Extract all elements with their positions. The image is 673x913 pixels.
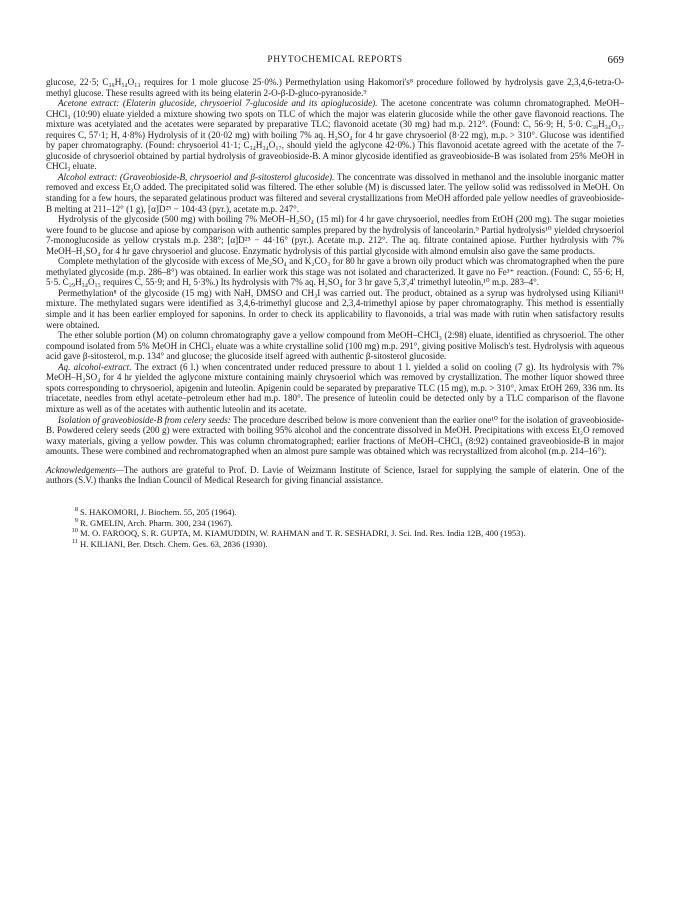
footnote-text: S. HAKOMORI, J. Biochem. 55, 205 (1964). [80,506,237,517]
footnote [60,528,624,539]
paragraph-text: Permethylation⁸ of the glycoside (15 mg) with NaH, DMSO and CH₃I was carried out. The product, obtained as a syrup was hydrolysed using Kiliani¹¹ mixture. The methylated sugars were identified as 3,4,6-trimethyl glucose and 2,3,4-trimethyl apiose by paper chromatography. This method is essentially simple and it has been earlier employed for saponins. In order to check its applicability to flavonoids, a trial was made with rutin when satisfactory results were obtained. [46,287,624,330]
section-lead: Isolation of graveobioside-B from celery seeds: [58,414,231,425]
acknowledgements-lead: Acknowledgements— [46,464,124,475]
footnote-number: 10 [71,527,78,535]
paragraph-text: The ether soluble portion (M) on column chromatography gave a yellow compound from MeOH–CHCl₃ (2:98) eluate, identified as chrysoeriol. The other compound isolated from 5% MeOH in CHCl₃ eluate was a white crystalline solid (100 mg) m.p. 291°, giving positive Molisch's test. Hydrolysis with aqueous acid gave β-sitosterol, m.p. 134° and glucose; the glucoside itself agreed with authentic β-sitosterol glucoside. [46,330,624,362]
acknowledgements [46,465,624,486]
paragraph-isolation [46,415,624,457]
paragraph-text: The extract (6 l.) when concentrated under reduced pressure to about 1 l. yielded a solid on cooling (7 g). Its hydrolysis with 7% MeOH–H₂SO₄ for 4 hr yielded the aglycone mixture containing mainly chrysoeriol which was removed by crystallization. The mother liquor showed three spots corresponding to chrysoeriol, apigenin and luteolin. Apigenin could be separated by preparative TLC (15 mg), m.p. > 310°, λmax EtOH 269, 336 nm. Its triacetate, needles from ethyl acetate–petroleum ether had m.p. 180°. The presence of luteolin could be detected only by a TLC comparison of the flavone mixture as well as of the acetates with authentic luteolin and its acetate. [46,361,624,414]
paragraph-text: Hydrolysis of the glycoside (500 mg) with boiling 7% MeOH–H₂SO₄ (15 ml) for 4 hr gave chrysoeriol, needles from EtOH (200 mg). The sugar moieties were found to be glucose and apiose by comparison with authentic samples prepared by the hydrolysis of lanceolarin.⁹ Partial hydrolysis¹⁰ yielded chrysoeriol 7-monoglucoside as yellow crystals m.p. 238°; [α]D²⁵ − 44·16° (pyr.). Acetate m.p. 212°. The aq. filtrate contained apiose. Further hydrolysis with 7% MeOH–H₂SO₄ for 4 hr gave chrysoeriol and glucose. Enzymatic hydrolysis of this partial glycoside with almond emulsin also gave the same products. [46,214,624,256]
footnote [60,518,624,529]
section-lead: Acetone extract: (Elaterin glucoside, chrysoeriol 7-glucoside and its apioglucoside). [58,98,378,109]
footnotes [46,507,624,550]
page-header [46,54,624,70]
footnote-number: 8 [74,505,78,513]
paragraph-permethylation [46,288,624,330]
paragraph-text: glucose, 22·5; C₃₈H₅₄O₁₃ requires for 1 mole glucose 25·0%.) Permethylation using Hakomori's⁸ procedure followed by hydrolysis gave 2,3,4,6-tetra-O-methyl glucose. These results agreed with its being elaterin 2-O-β-D-gluco-pyranoside.⁹ [46,77,624,98]
section-lead: Alcohol extract: (Graveobioside-B, chrysoeriol and β-sitosterol glucoside). [58,171,335,182]
footnote-text: M. O. FAROOQ, S. R. GUPTA, M. KIAMUDDIN, W. RAHMAN and T. R. SESHADRI, J. Sci. Ind. Res. India 12B, 400 (1953). [80,528,526,539]
footnote [60,507,624,518]
section-lead: Aq. alcohol-extract. [58,361,132,372]
paragraph-glucose-analysis [46,77,624,98]
acknowledgements-text: The authors are grateful to Prof. D. Lavie of Weizmann Institute of Science, Israel for supplying the sample of elaterin. One of the authors (S.V.) thanks the Indian Council of Medical Research for giving financial assistance. [46,464,624,486]
paragraph-text: The concentrate was dissolved in methanol and the insoluble inorganic matter removed and excess Et₂O added. The precipitated solid was filtered. The ether soluble (M) is discussed later. The yellow solid was redissolved in MeOH. On standing for a few hours, the separated gelatinous product was filtered and several crystallizations from MeOH afforded pale yellow needles of graveobioside-B melting at 211–12° (1 g), [α]D²⁵ − 104·43 (pyr.), acetate m.p. 247°. [46,171,624,214]
footnote-text: H. KILIANI, Ber. Dtsch. Chem. Ges. 63, 2836 (1930). [80,539,268,550]
paragraph-alcohol-extract [46,172,624,214]
paragraph-text: Complete methylation of the glycoside with excess of Me₂SO₄ and K₂CO₃ for 80 hr gave a brown oily product which was chromatographed when the pure methylated glycoside (m.p. 286–8°) was obtained. In earlier work this stage was not isolated and characterized. It gave no Fe³⁺ reaction. (Found: C, 55·6; H, 5·5. C₂₉H₃₄O₁₅ requires C, 55·9; and H, 5·3%.) Its hydrolysis with 7% aq. H₂SO₄ for 3 hr gave 5,3',4' trimethyl luteolin,¹⁰ m.p. 283–4°. [46,256,624,288]
page-number: 669 [607,54,624,66]
footnote-text: R. GMELIN, Arch. Pharm. 300, 234 (1967). [80,517,233,528]
footnote-number: 9 [74,516,78,524]
footnote-number: 11 [71,538,78,546]
paragraph-text: The procedure described below is more convenient than the earlier one¹⁰ for the isolation of graveobioside-B. Powdered celery seeds (200 g) were extracted with boiling 95% alcohol and the concentrate dissolved in MeOH. Precipitations with excess Et₂O removed waxy materials, giving a yellow powder. This was column chromatographed; earlier fractions of MeOH–CHCl₃ (8:92) contained graveobioside-B in major amounts. These were combined and rechromatographed when an almost pure sample was obtained which was recrystallized from alcohol (m.p. 214–16°). [46,414,624,457]
paragraph-text: The acetone concentrate was column chromatographed. MeOH–CHCl₃ (10:90) eluate yielded a mixture showing two spots on TLC of which the major was elaterin glucoside while the other gave flavonoid reactions. The mixture was acetylated and the acetates were separated by preparative TLC; flavonoid acetate (30 mg) had m.p. 212°. (Found: C, 56·9; H, 5·0. C₃₈H₃₄O₁₇ requires C, 57·1; H, 4·8%) Hydrolysis of it (20·02 mg) with boiling 7% aq. H₂SO₄ for 4 hr gave chrysoeriol (8·22 mg), m.p. > 310°. Glucose was identified by paper chromatography. (Found: chrysoeriol 41·1; C₃₄H₃₄O₁₇, should yield the aglycone 42·0%.) This flavonoid acetate agreed with the acetate of the 7-glucoside of chrysoeriol obtained by partial hydrolysis of graveobioside-B. A minor glycoside identified as graveobioside-B was isolated from 25% MeOH in CHCl₃ eluate. [46,98,624,172]
paragraph-methylation [46,256,624,288]
article-body [46,77,624,486]
paragraph-hydrolysis [46,214,624,256]
footnote [60,539,624,550]
running-title: PHYTOCHEMICAL REPORTS [267,55,403,65]
paragraph-aq-alcohol-extract [46,362,624,415]
paragraph-ether-soluble [46,330,624,362]
paragraph-acetone-extract [46,98,624,172]
